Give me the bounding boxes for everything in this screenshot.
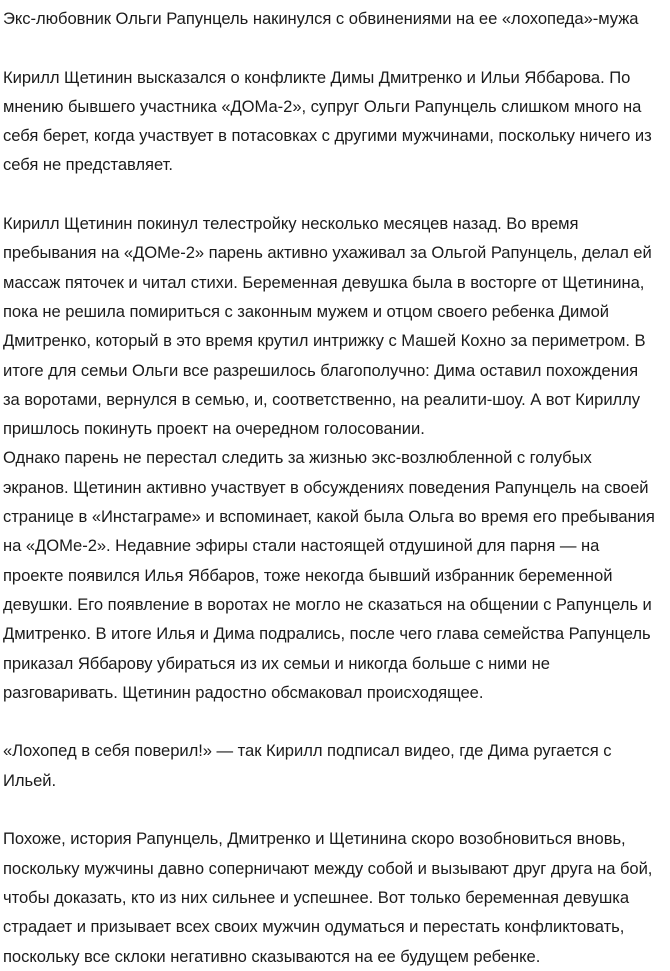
article-headline: Экс-любовник Ольги Рапунцель накинулся с обвинениями на ее «лохопеда»-мужа bbox=[3, 9, 639, 28]
article-body bbox=[3, 4, 658, 971]
article-paragraph-5: Похоже, история Рапунцель, Дмитренко и Щетинина скоро возобновиться вновь, поскольку мужчины давно соперничают между собой и вызывают друг друга на бой, чтобы доказать, кто из них сильнее и успешнее. Вот только беременная девушка страдает и призывает всех своих мужчин одуматься и перестать конфликтовать, поскольку все склоки негативно сказываются на ее будущем ребенке. bbox=[3, 829, 657, 966]
article-paragraph-3: Однако парень не перестал следить за жизнью экс-возлюбленной с голубых экранов. Щетинин активно участвует в обсуждениях поведения Рапунцель на своей странице в «Инстаграме» и вспоминает, какой была Ольга во время его пребывания на «ДОМе-2». Недавние эфиры стали настоящей отдушиной для парня — на проекте появился Илья Яббаров, тоже некогда бывший избранник беременной девушки. Его появление в воротах не могло не сказаться на общении с Рапунцель и Дмитренко. В итоге Илья и Дима подрались, после чего глава семейства Рапунцель приказал Яббарову убираться из их семьи и никогда больше с ними не разговаривать. Щетинин радостно обсмаковал происходящее. bbox=[3, 448, 660, 702]
paragraph-spacer bbox=[3, 33, 658, 62]
paragraph-spacer bbox=[3, 707, 658, 736]
paragraph-spacer bbox=[3, 180, 658, 209]
article-paragraph-1: Кирилл Щетинин высказался о конфликте Димы Дмитренко и Ильи Яббарова. По мнению бывшего участника «ДОМа-2», супруг Ольги Рапунцель слишком много на себя берет, когда участвует в потасовках с другими мужчинами, поскольку ничего из себя не представляет. bbox=[3, 67, 657, 175]
paragraph-spacer bbox=[3, 795, 658, 824]
article-paragraph-2: Кирилл Щетинин покинул телестройку несколько месяцев назад. Во время пребывания на «ДОМе-2» парень активно ухаживал за Ольгой Рапунцель, делал ей массаж пяточек и читал стихи. Беременная девушка была в восторге от Щетинина, пока не решила помириться с законным мужем и отцом своего ребенка Димой Дмитренко, который в это время крутил интрижку с Машей Кохно за периметром. В итоге для семьи Ольги все разрешилось благополучно: Дима оставил похождения за воротами, вернулся в семью, и, соответственно, на реалити-шоу. А вот Кириллу пришлось покинуть проект на очередном голосовании. bbox=[3, 214, 657, 439]
article-paragraph-4: «Лохопед в себя поверил!» — так Кирилл подписал видео, где Дима ругается с Ильей. bbox=[3, 741, 616, 790]
